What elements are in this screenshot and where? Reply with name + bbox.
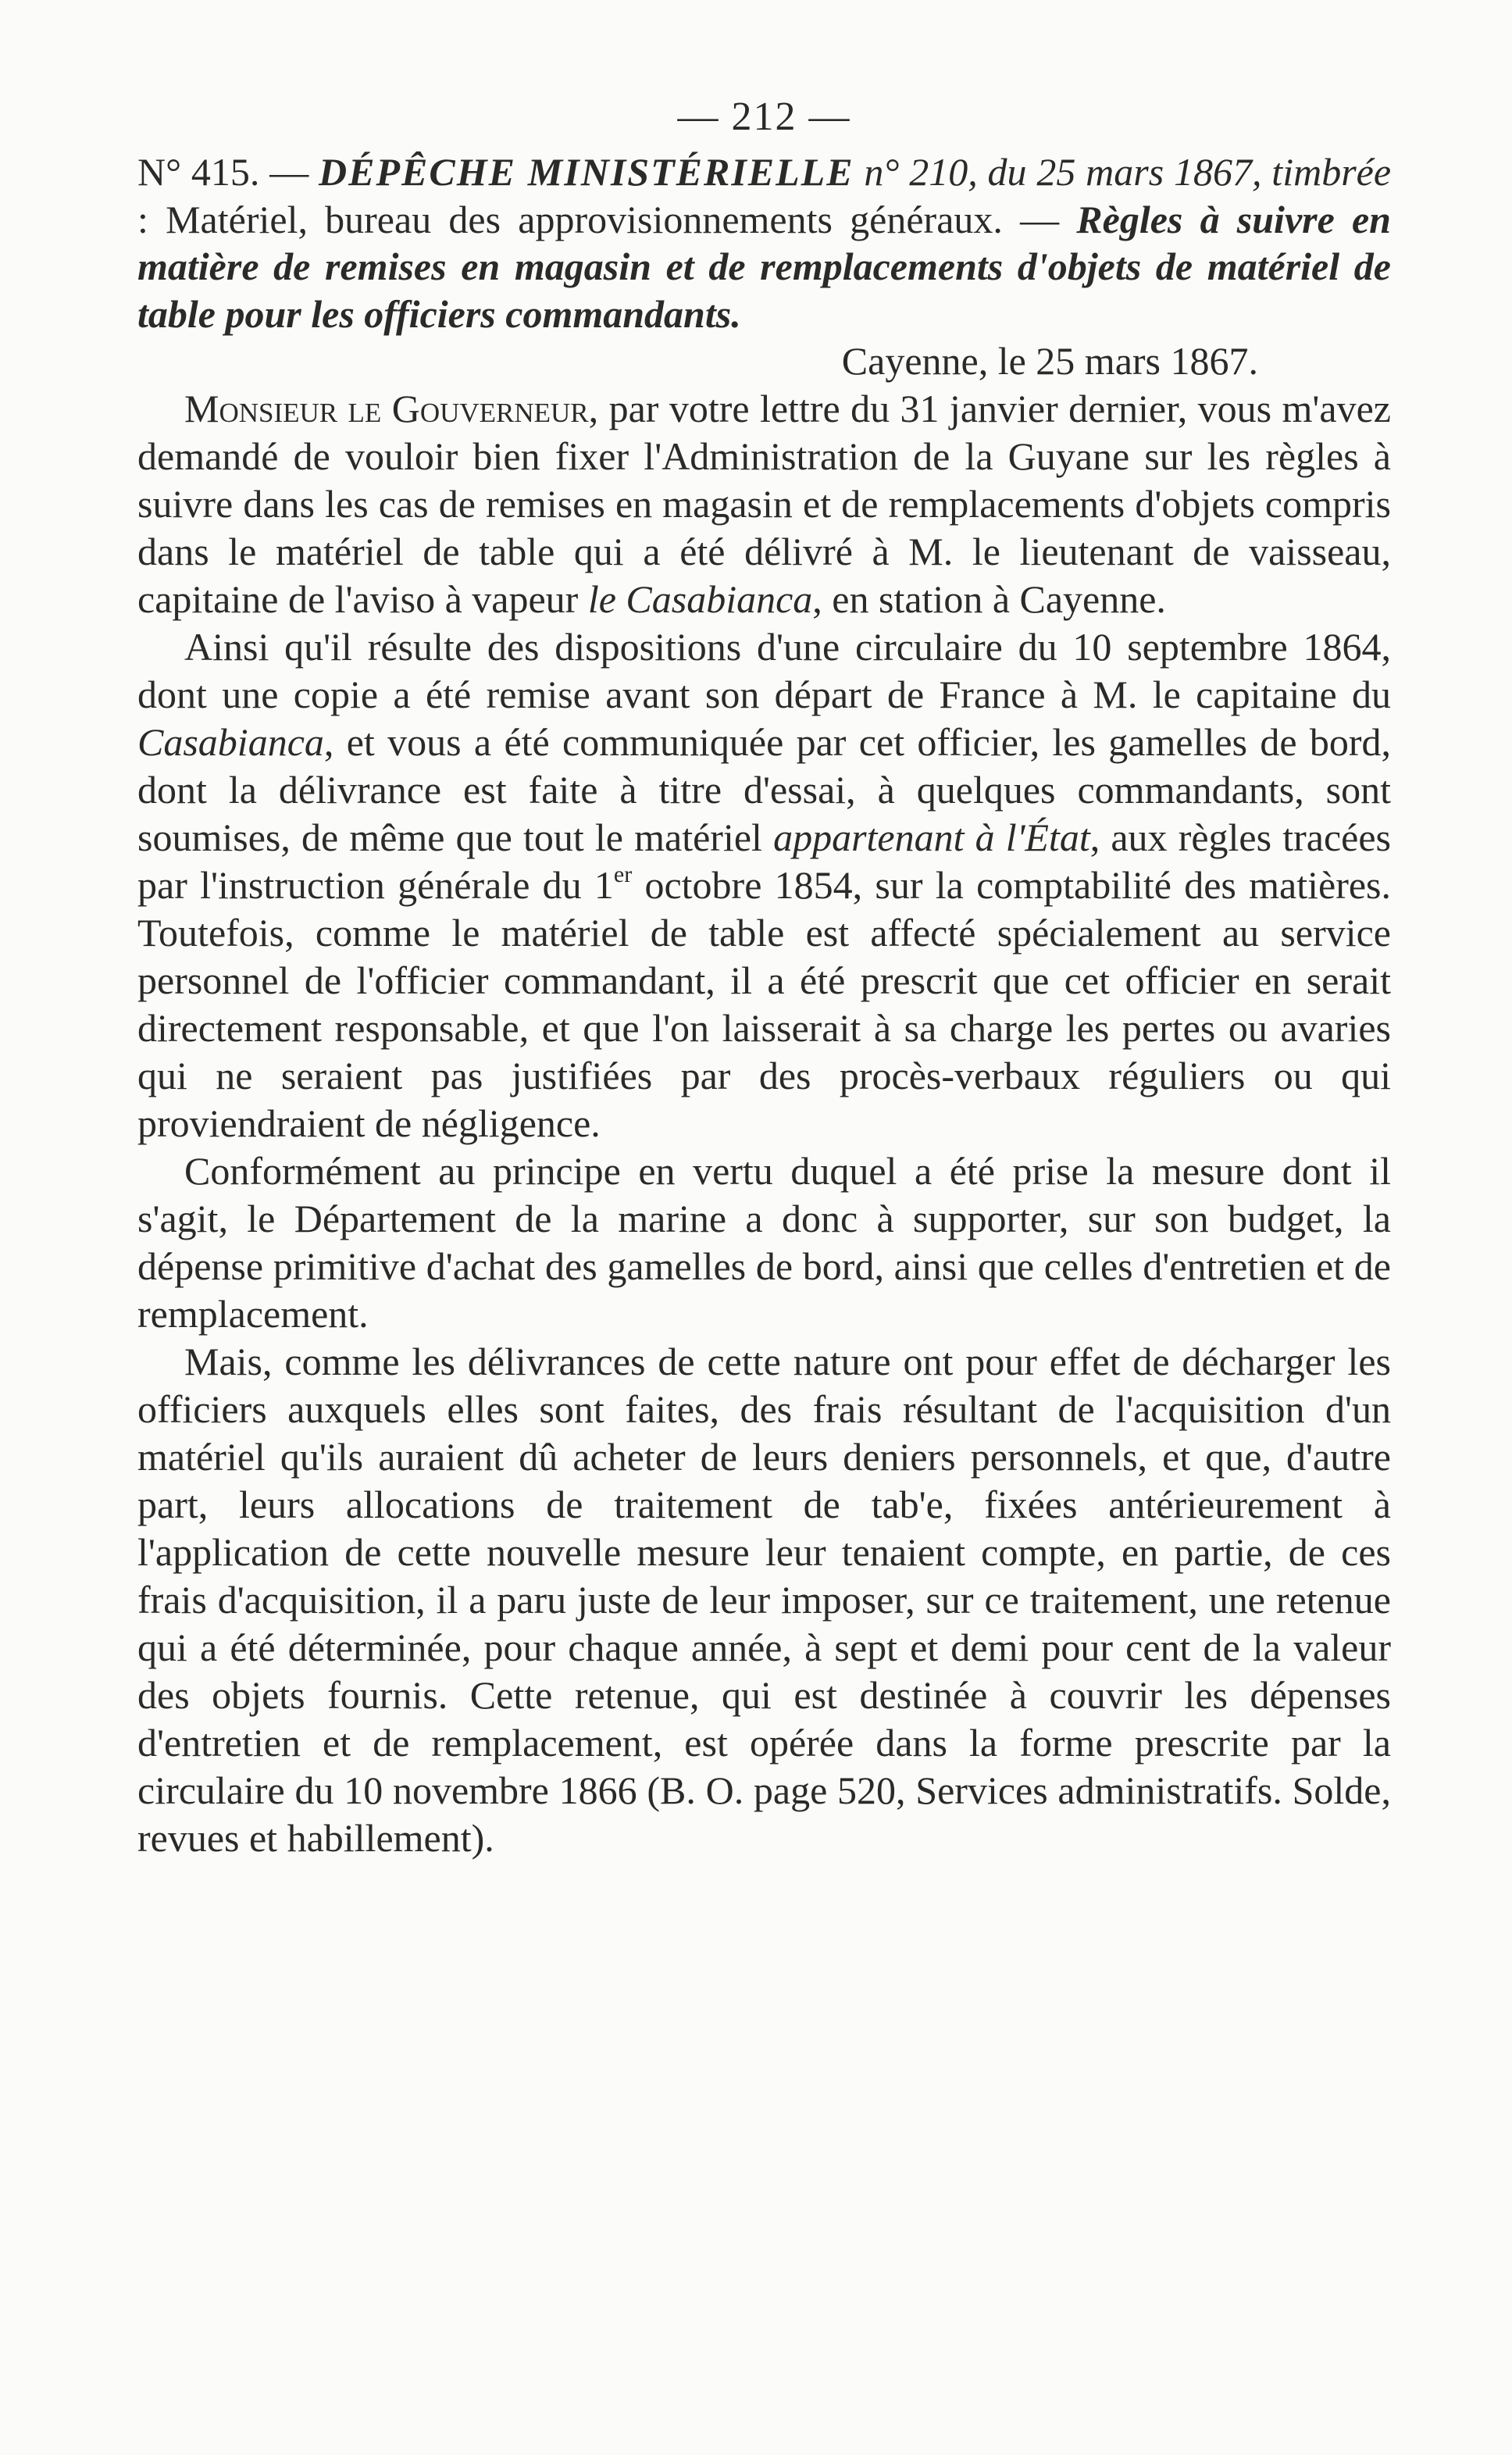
dispatch-title-number: n° 210, [854,150,988,194]
ship-name-2: Casabianca [137,720,324,764]
dispatch-date: du 25 mars 1867, [987,150,1262,194]
dispatch-number: N° 415. [137,150,260,194]
paragraph-1-text: , par votre lettre du 31 janvier dernier, vous m'avez demandé de vouloir bien fixer l'Administration de la Guyane sur les règles à suivre dans les cas de remises en magasin et de remplacements d'objets compris dans le matériel de table qui a été délivré à M. le lieutenant de vaisseau, capitaine de l'aviso à vapeur [137,387,1391,621]
ordinal-superscript: er [613,862,633,887]
paragraph-4: Mais, comme les délivrances de cette nature ont pour effet de décharger les officiers auxquels elles sont faites, des frais résultant de l'acquisition d'un matériel qu'ils auraient dû acheter de leurs deniers personnels, et que, d'autre part, leurs allocations de traitement de tab'e, fixées antérieurement à l'application de cette nouvelle mesure leur tenaient compte, en partie, de ces frais d'acquisition, il a paru juste de leur imposer, sur ce traitement, une retenue qui a été déterminée, pour chaque année, à sept et demi pour cent de la valeur des objets fournis. Cette retenue, qui est destinée à couvrir les dépenses d'entretien et de remplacement, est opérée dans la forme prescrite par la circulaire du 10 novembre 1866 (B. O. page 520, Services administratifs. Solde, revues et habillement). [137,1340,1391,1860]
paragraph-2-text-c: , aux règles tracées par l'instruction générale du 1 [137,815,1391,907]
dispatch-subject: Règles à suivre en matière de remises en magasin et de remplacements d'objets de matériel de table pour les officiers commandants. [137,197,1391,336]
paragraph-3: Conformément au principe en vertu duquel a été prise la mesure dont il s'agit, le Département de la marine a donc à supporter, sur son budget, la dépense primitive d'achat des gamelles de bord, ainsi que celles d'entretien et de remplacement. [137,1149,1391,1336]
paragraph-1-end: , en station à Cayenne. [812,577,1166,621]
state-property: appartenant à l'État [773,815,1090,859]
paragraph-2-text-d: octobre 1854, sur la comptabilité des matières. Toutefois, comme le matériel de table est affecté spécialement au service personnel de l'officier commandant, il a été prescrit que cet officier en serait directement responsable, et que l'on laisserait à sa charge les pertes ou avaries qui ne seraient pas justifiées par des procès-verbaux réguliers ou qui proviendraient de négligence. [137,863,1391,1145]
stamp-label: timbrée [1271,150,1392,194]
dispatch-header [137,148,1391,337]
stamp-text: : Matériel, bureau des approvisionnements généraux. [137,197,1003,241]
paragraph-2-text-b: , et vous a été communiquée par cet officier, les gamelles de bord, dont la délivrance est faite à titre d'essai, à quelques commandants, sont soumises, de même que tout le matériel [137,720,1391,859]
document-page [137,86,1391,1862]
dateline: Cayenne, le 25 mars 1867. [841,339,1258,383]
ship-name: le Casabianca [587,577,813,621]
dispatch-title: DÉPÊCHE MINISTÉRIELLE [319,150,854,194]
paragraph-1 [137,385,1391,623]
header-dash-2: — [1002,197,1077,241]
page-number: — 212 — [677,95,851,139]
salutation: Monsieur le Gouverneur [184,387,589,430]
paragraph-2 [137,623,1391,1147]
paragraph-2-text-a: Ainsi qu'il résulte des dispositions d'une circulaire du 10 septembre 1864, dont une copie a été remise avant son départ de France à M. le capitaine du [137,625,1391,716]
header-dash: — [259,150,319,194]
